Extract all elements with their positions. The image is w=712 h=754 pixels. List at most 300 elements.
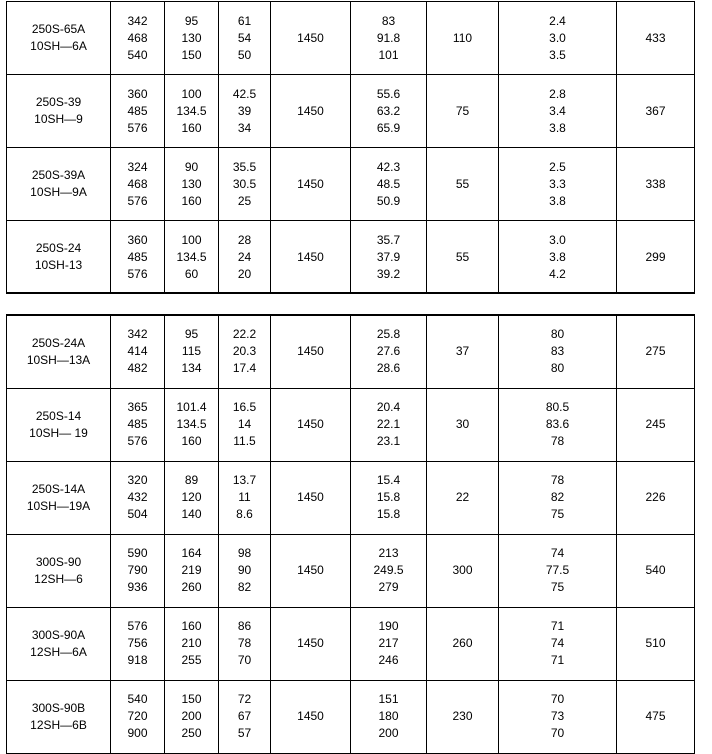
shaft-power-cell-line: 27.6 — [376, 344, 401, 359]
speed-cell — [271, 680, 351, 753]
motor-power-cell — [427, 388, 499, 461]
flow-m3h-cell-line: 485 — [127, 249, 148, 264]
npsh-cell-line: 2.8 — [549, 86, 566, 101]
weight-cell — [617, 221, 695, 294]
flow-m3h-cell-line: 540 — [127, 47, 148, 62]
shaft-power-cell — [351, 148, 427, 221]
table-row — [7, 75, 695, 148]
model-cell-line: 300S-90B — [31, 700, 86, 715]
shaft-power-cell-line: 213 — [378, 546, 399, 560]
motor-power-cell-value: 300 — [452, 563, 473, 577]
npsh-cell-line: 75 — [550, 580, 565, 594]
flow-m3h-cell-line: 540 — [127, 692, 148, 706]
speed-cell-value: 1450 — [297, 176, 324, 191]
speed-cell — [271, 607, 351, 680]
shaft-power-cell-line: 249.5 — [373, 563, 404, 577]
npsh-cell-line: 73 — [550, 709, 565, 723]
speed-cell — [271, 75, 351, 148]
flow-ls-cell-line: 100 — [181, 232, 202, 247]
motor-power-cell-value: 230 — [452, 709, 473, 723]
head-cell-line: 50 — [237, 47, 252, 62]
flow-ls-cell-line: 115 — [181, 344, 202, 359]
motor-power-cell-value: 110 — [452, 30, 473, 45]
head-cell-line: 25 — [237, 193, 252, 208]
motor-power-cell — [427, 315, 499, 388]
weight-cell — [617, 315, 695, 388]
npsh-cell-line: 70 — [550, 692, 565, 706]
model-cell-line: 10SH-13 — [34, 258, 83, 272]
shaft-power-cell-line: 246 — [378, 653, 399, 667]
flow-ls-cell-line: 150 — [181, 692, 202, 706]
shaft-power-cell-line: 65.9 — [376, 120, 401, 135]
model-cell-line: 250S-39 — [35, 95, 82, 109]
model-cell-line: 300S-90 — [35, 554, 82, 569]
shaft-power-cell-line: 200 — [378, 726, 399, 740]
npsh-cell-line: 75 — [550, 507, 565, 521]
model-cell — [7, 534, 111, 607]
shaft-power-cell-line: 180 — [378, 709, 399, 723]
flow-ls-cell-line: 120 — [181, 490, 202, 504]
flow-m3h-cell-line: 576 — [127, 619, 148, 633]
table-row — [7, 680, 695, 753]
flow-m3h-cell-line: 900 — [127, 726, 148, 740]
model-cell-line: 12SH—6 — [34, 571, 83, 586]
flow-m3h-cell-line: 485 — [127, 103, 148, 118]
shaft-power-cell-line: 39.2 — [376, 266, 401, 281]
npsh-cell — [499, 534, 617, 607]
flow-m3h-cell-line: 936 — [127, 580, 148, 594]
head-cell — [219, 221, 271, 294]
motor-power-cell — [427, 2, 499, 75]
npsh-cell — [499, 2, 617, 75]
npsh-cell-line: 74 — [550, 546, 565, 560]
shaft-power-cell-line: 151 — [378, 692, 399, 706]
model-cell-line: 250S-14A — [31, 481, 86, 496]
npsh-cell-line: 3.0 — [549, 30, 566, 45]
motor-power-cell-value: 37 — [455, 344, 470, 359]
head-cell-line: 86 — [237, 619, 252, 633]
head-cell — [219, 75, 271, 148]
shaft-power-cell-line: 55.6 — [376, 86, 401, 101]
flow-m3h-cell-line: 360 — [127, 232, 148, 247]
speed-cell-value: 1450 — [297, 709, 324, 723]
npsh-cell-line: 83.6 — [545, 417, 570, 431]
flow-m3h-cell-line: 918 — [127, 653, 148, 667]
flow-ls-cell-line: 160 — [181, 193, 202, 208]
flow-ls-cell-line: 250 — [181, 726, 202, 740]
flow-m3h-cell — [111, 534, 165, 607]
flow-m3h-cell-line: 576 — [127, 434, 148, 448]
model-cell — [7, 607, 111, 680]
head-cell — [219, 388, 271, 461]
motor-power-cell — [427, 221, 499, 294]
flow-ls-cell-line: 60 — [184, 266, 199, 281]
shaft-power-cell-line: 15.4 — [376, 473, 401, 487]
motor-power-cell — [427, 607, 499, 680]
npsh-cell — [499, 148, 617, 221]
shaft-power-cell — [351, 388, 427, 461]
speed-cell — [271, 534, 351, 607]
table-row — [7, 221, 695, 294]
model-cell — [7, 388, 111, 461]
flow-ls-cell-line: 101.4 — [176, 400, 207, 414]
motor-power-cell — [427, 680, 499, 753]
npsh-cell-line: 2.4 — [549, 13, 566, 28]
flow-ls-cell-line: 150 — [181, 47, 202, 62]
model-cell-line: 250S-39A — [31, 168, 86, 182]
shaft-power-cell-line: 15.8 — [376, 507, 401, 521]
flow-m3h-cell-line: 468 — [127, 30, 148, 45]
flow-ls-cell-line: 130 — [181, 30, 202, 45]
flow-ls-cell-line: 260 — [181, 580, 202, 594]
npsh-cell-line: 82 — [550, 490, 565, 504]
model-cell-line: 10SH—13A — [26, 352, 91, 367]
model-cell-line: 12SH—6B — [30, 717, 87, 732]
npsh-cell — [499, 315, 617, 388]
weight-cell — [617, 680, 695, 753]
flow-ls-cell-line: 210 — [181, 636, 202, 650]
flow-ls-cell-line: 100 — [181, 86, 202, 101]
speed-cell — [271, 388, 351, 461]
flow-ls-cell-line: 95 — [184, 327, 199, 342]
model-cell — [7, 2, 111, 75]
npsh-cell-line: 3.5 — [549, 47, 566, 62]
motor-power-cell — [427, 461, 499, 534]
npsh-cell-line: 3.8 — [549, 193, 566, 208]
head-cell-line: 20 — [237, 266, 252, 281]
flow-m3h-cell — [111, 680, 165, 753]
flow-ls-cell — [165, 221, 219, 294]
speed-cell — [271, 2, 351, 75]
model-cell-line: 10SH—9A — [30, 185, 87, 199]
shaft-power-cell-line: 83 — [381, 13, 396, 28]
flow-m3h-cell-line: 590 — [127, 546, 148, 560]
flow-m3h-cell-line: 324 — [127, 159, 148, 174]
head-cell-line: 22.2 — [232, 327, 257, 342]
speed-cell-value: 1450 — [297, 417, 324, 431]
npsh-cell-line: 4.2 — [549, 266, 566, 281]
npsh-cell-line: 71 — [550, 653, 565, 667]
speed-cell-value: 1450 — [297, 344, 324, 359]
flow-m3h-cell-line: 504 — [127, 507, 148, 521]
shaft-power-cell-line: 101 — [378, 47, 399, 62]
weight-cell-value: 540 — [645, 563, 666, 577]
model-cell-line: 10SH—19A — [26, 498, 91, 513]
shaft-power-cell — [351, 461, 427, 534]
shaft-power-cell-line: 35.7 — [376, 232, 401, 247]
npsh-cell-line: 3.8 — [549, 120, 566, 135]
table-body — [7, 315, 695, 753]
head-cell-line: 42.5 — [232, 86, 257, 101]
flow-ls-cell — [165, 388, 219, 461]
model-cell-line: 10SH— 19 — [29, 425, 88, 440]
npsh-cell-line: 74 — [550, 636, 565, 650]
table-divider — [6, 292, 694, 293]
model-cell — [7, 75, 111, 148]
motor-power-cell — [427, 148, 499, 221]
flow-ls-cell-line: 89 — [184, 473, 199, 487]
weight-cell — [617, 2, 695, 75]
shaft-power-cell-line: 190 — [378, 619, 399, 633]
shaft-power-cell — [351, 75, 427, 148]
model-cell — [7, 461, 111, 534]
npsh-cell-line: 71 — [550, 619, 565, 633]
model-cell-line: 250S-65A — [31, 22, 86, 36]
shaft-power-cell-line: 50.9 — [376, 193, 401, 208]
npsh-cell-line: 80 — [550, 361, 565, 376]
head-cell-line: 54 — [237, 30, 252, 45]
head-cell-line: 35.5 — [232, 159, 257, 174]
weight-cell-value: 245 — [645, 417, 666, 431]
flow-m3h-cell-line: 576 — [127, 120, 148, 135]
model-cell-line: 10SH—9 — [34, 112, 83, 126]
table-body — [7, 2, 695, 294]
flow-ls-cell-line: 90 — [184, 159, 199, 174]
table-row — [7, 315, 695, 388]
model-cell-line: 300S-90A — [31, 627, 86, 642]
flow-ls-cell — [165, 315, 219, 388]
speed-cell — [271, 221, 351, 294]
head-cell-line: 28 — [237, 232, 252, 247]
table-row — [7, 534, 695, 607]
weight-cell — [617, 461, 695, 534]
shaft-power-cell-line: 42.3 — [376, 159, 401, 174]
shaft-power-cell-line: 279 — [378, 580, 399, 594]
head-cell-line: 72 — [237, 692, 252, 706]
shaft-power-cell-line: 91.8 — [376, 30, 401, 45]
flow-ls-cell-line: 134.5 — [176, 103, 207, 118]
flow-ls-cell-line: 200 — [181, 709, 202, 723]
head-cell-line: 16.5 — [232, 400, 257, 414]
weight-cell-value: 338 — [645, 176, 666, 191]
head-cell-line: 11 — [238, 490, 251, 504]
flow-m3h-cell — [111, 75, 165, 148]
flow-m3h-cell — [111, 388, 165, 461]
model-cell-line: 250S-14 — [35, 408, 82, 423]
motor-power-cell — [427, 534, 499, 607]
npsh-cell-line: 78 — [550, 434, 565, 448]
head-cell-line: 11.5 — [233, 434, 256, 448]
npsh-cell-line: 80 — [550, 327, 565, 342]
flow-m3h-cell-line: 576 — [127, 266, 148, 281]
flow-ls-cell-line: 164 — [181, 546, 202, 560]
weight-cell-value: 475 — [645, 709, 666, 723]
flow-ls-cell-line: 160 — [181, 120, 202, 135]
npsh-cell — [499, 461, 617, 534]
flow-m3h-cell-line: 432 — [127, 490, 148, 504]
model-cell-line: 10SH—6A — [30, 39, 87, 53]
weight-cell — [617, 75, 695, 148]
flow-ls-cell — [165, 680, 219, 753]
weight-cell-value: 433 — [645, 30, 666, 45]
npsh-cell-line: 80.5 — [545, 400, 570, 414]
flow-m3h-cell — [111, 315, 165, 388]
model-cell — [7, 315, 111, 388]
head-cell-line: 98 — [237, 546, 252, 560]
pump-spec-table-upper — [6, 1, 695, 294]
weight-cell-value: 275 — [645, 344, 666, 359]
flow-m3h-cell — [111, 221, 165, 294]
head-cell-line: 39 — [237, 103, 252, 118]
flow-ls-cell — [165, 75, 219, 148]
head-cell-line: 78 — [237, 636, 252, 650]
motor-power-cell-value: 30 — [455, 417, 470, 431]
head-cell — [219, 2, 271, 75]
flow-ls-cell-line: 134.5 — [176, 417, 207, 431]
flow-ls-cell — [165, 2, 219, 75]
speed-cell — [271, 315, 351, 388]
flow-m3h-cell-line: 468 — [127, 176, 148, 191]
motor-power-cell-value: 55 — [455, 249, 470, 264]
flow-m3h-cell-line: 482 — [127, 361, 148, 376]
shaft-power-cell-line: 15.8 — [376, 490, 401, 504]
model-cell — [7, 680, 111, 753]
npsh-cell — [499, 75, 617, 148]
table-row — [7, 148, 695, 221]
flow-m3h-cell-line: 485 — [127, 417, 148, 431]
head-cell — [219, 461, 271, 534]
head-cell-line: 17.4 — [232, 361, 257, 376]
flow-ls-cell — [165, 148, 219, 221]
head-cell-line: 8.6 — [236, 507, 253, 521]
flow-ls-cell-line: 160 — [181, 619, 202, 633]
head-cell — [219, 680, 271, 753]
weight-cell-value: 226 — [645, 490, 666, 504]
head-cell-line: 30.5 — [232, 176, 257, 191]
shaft-power-cell — [351, 315, 427, 388]
model-cell-line: 250S-24A — [31, 335, 86, 350]
shaft-power-cell-line: 25.8 — [376, 327, 401, 342]
flow-ls-cell-line: 95 — [184, 13, 199, 28]
speed-cell-value: 1450 — [297, 490, 324, 504]
head-cell-line: 61 — [237, 13, 252, 28]
head-cell-line: 70 — [237, 653, 252, 667]
flow-m3h-cell-line: 342 — [127, 13, 148, 28]
table-row — [7, 607, 695, 680]
shaft-power-cell — [351, 2, 427, 75]
speed-cell-value: 1450 — [297, 30, 324, 45]
head-cell-line: 90 — [237, 563, 252, 577]
speed-cell-value: 1450 — [297, 249, 324, 264]
flow-m3h-cell-line: 756 — [127, 636, 148, 650]
table-row — [7, 2, 695, 75]
flow-ls-cell — [165, 534, 219, 607]
flow-ls-cell-line: 219 — [181, 563, 202, 577]
speed-cell-value: 1450 — [297, 103, 324, 118]
flow-m3h-cell-line: 414 — [127, 344, 148, 359]
flow-m3h-cell-line: 342 — [127, 327, 148, 342]
model-cell-line: 12SH—6A — [30, 644, 87, 659]
flow-ls-cell-line: 134 — [181, 361, 202, 376]
motor-power-cell-value: 22 — [455, 490, 470, 504]
shaft-power-cell-line: 23.1 — [376, 434, 401, 448]
table-row — [7, 388, 695, 461]
shaft-power-cell-line: 37.9 — [376, 249, 401, 264]
flow-m3h-cell-line: 365 — [127, 400, 148, 414]
flow-ls-cell — [165, 607, 219, 680]
flow-m3h-cell-line: 360 — [127, 86, 148, 101]
table-row — [7, 461, 695, 534]
shaft-power-cell-line: 22.1 — [376, 417, 401, 431]
weight-cell — [617, 534, 695, 607]
npsh-cell-line: 3.4 — [549, 103, 566, 118]
shaft-power-cell-line: 48.5 — [376, 176, 401, 191]
weight-cell — [617, 607, 695, 680]
npsh-cell — [499, 680, 617, 753]
shaft-power-cell-line: 217 — [378, 636, 399, 650]
speed-cell — [271, 148, 351, 221]
speed-cell — [271, 461, 351, 534]
head-cell-line: 34 — [237, 120, 252, 135]
shaft-power-cell — [351, 607, 427, 680]
head-cell-line: 13.7 — [232, 473, 257, 487]
weight-cell-value: 367 — [645, 103, 666, 118]
shaft-power-cell-line: 20.4 — [376, 400, 401, 414]
flow-m3h-cell — [111, 2, 165, 75]
flow-ls-cell-line: 160 — [181, 434, 202, 448]
speed-cell-value: 1450 — [297, 636, 324, 650]
head-cell-line: 24 — [237, 249, 252, 264]
head-cell-line: 20.3 — [232, 344, 257, 359]
motor-power-cell — [427, 75, 499, 148]
npsh-cell-line: 77.5 — [545, 563, 570, 577]
flow-ls-cell-line: 140 — [181, 507, 202, 521]
flow-ls-cell-line: 255 — [181, 653, 202, 667]
flow-m3h-cell-line: 720 — [127, 709, 148, 723]
model-cell — [7, 221, 111, 294]
shaft-power-cell-line: 63.2 — [376, 103, 401, 118]
speed-cell-value: 1450 — [297, 563, 324, 577]
flow-m3h-cell-line: 576 — [127, 193, 148, 208]
flow-ls-cell — [165, 461, 219, 534]
weight-cell — [617, 148, 695, 221]
head-cell — [219, 315, 271, 388]
model-cell — [7, 148, 111, 221]
flow-m3h-cell — [111, 148, 165, 221]
shaft-power-cell — [351, 680, 427, 753]
npsh-cell — [499, 607, 617, 680]
weight-cell-value: 299 — [645, 249, 666, 264]
motor-power-cell-value: 55 — [455, 176, 470, 191]
flow-ls-cell-line: 130 — [181, 176, 202, 191]
npsh-cell-line: 3.0 — [549, 232, 566, 247]
npsh-cell — [499, 388, 617, 461]
model-cell-line: 250S-24 — [35, 241, 82, 255]
flow-m3h-cell — [111, 607, 165, 680]
npsh-cell-line: 70 — [550, 726, 565, 740]
npsh-cell-line: 3.8 — [549, 249, 566, 264]
pump-spec-table-lower — [6, 314, 695, 754]
flow-ls-cell-line: 134.5 — [176, 249, 207, 264]
npsh-cell-line: 2.5 — [549, 159, 566, 174]
flow-m3h-cell-line: 320 — [127, 473, 148, 487]
head-cell-line: 82 — [237, 580, 252, 594]
head-cell — [219, 607, 271, 680]
npsh-cell — [499, 221, 617, 294]
shaft-power-cell-line: 28.6 — [376, 361, 401, 376]
weight-cell — [617, 388, 695, 461]
npsh-cell-line: 3.3 — [549, 176, 566, 191]
head-cell — [219, 148, 271, 221]
head-cell-line: 57 — [237, 726, 252, 740]
head-cell-line: 67 — [237, 709, 252, 723]
flow-m3h-cell — [111, 461, 165, 534]
shaft-power-cell — [351, 221, 427, 294]
shaft-power-cell — [351, 534, 427, 607]
npsh-cell-line: 83 — [550, 344, 565, 359]
npsh-cell-line: 78 — [550, 473, 565, 487]
motor-power-cell-value: 75 — [455, 103, 470, 118]
